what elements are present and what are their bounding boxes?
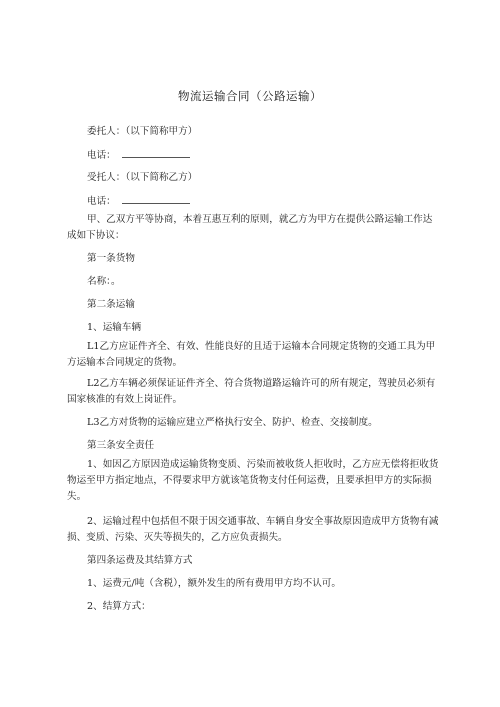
document-title: 物流运输合同（公路运输） [178, 89, 322, 103]
client-phone-label: 电话： [87, 150, 116, 161]
article4-p2: 2、结算方式： [87, 601, 151, 612]
carrier-line: 受托人：（以下简称乙方） [87, 172, 198, 183]
article1-name: 名称：。 [87, 276, 121, 287]
article3-heading: 第三条安全责任 [87, 440, 155, 451]
article4-heading: 第四条运费及其结算方式 [87, 555, 193, 566]
article2-heading: 第二条运输 [87, 299, 135, 310]
article2-sub1: 1、运输车辆 [87, 322, 142, 333]
client-phone-blank [122, 148, 190, 158]
article3-p2: 2、运输过程中包括但不限于因交通事故、车辆自身安全事故原因造成甲方货物有减损、变质、污染、灭失等损失的，乙方应负责损失。 [67, 516, 439, 543]
carrier-phone-line [87, 194, 190, 209]
carrier-phone-label: 电话： [87, 196, 116, 207]
carrier-phone-blank [122, 194, 190, 204]
client-phone-line [87, 148, 190, 163]
intro-paragraph: 甲、乙双方平等协商，本着互惠互利的原则，就乙方为甲方在提供公路运输工作达成如下协议： [67, 214, 433, 241]
article4-p1: 1、运费元/吨（含税），额外发生的所有费用甲方均不认可。 [87, 578, 341, 589]
article3-p1: 1、如因乙方原因造成运输货物变质、污染而被收货人拒收时，乙方应无偿将拒收货物运至甲方指定地点，不得要求甲方就该笔货物支付任何运费，且要承担甲方的实际损失。 [67, 459, 439, 502]
article2-l1: L1乙方应证件齐全、有效、性能良好的且适于运输本合同规定货物的交通工具为甲方运输本合同规定的货物。 [67, 341, 436, 368]
article2-l3: L3乙方对货物的运输应建立严格执行安全、防护、检查、交接制度。 [87, 417, 378, 428]
article2-l2: L2乙方车辆必须保证证件齐全、符合货物道路运输许可的所有规定，驾驶员必须有国家核准的有效上岗证件。 [67, 378, 436, 405]
client-line: 委托人：（以下简称甲方） [87, 126, 198, 137]
article1-heading: 第一条货物 [87, 253, 135, 264]
